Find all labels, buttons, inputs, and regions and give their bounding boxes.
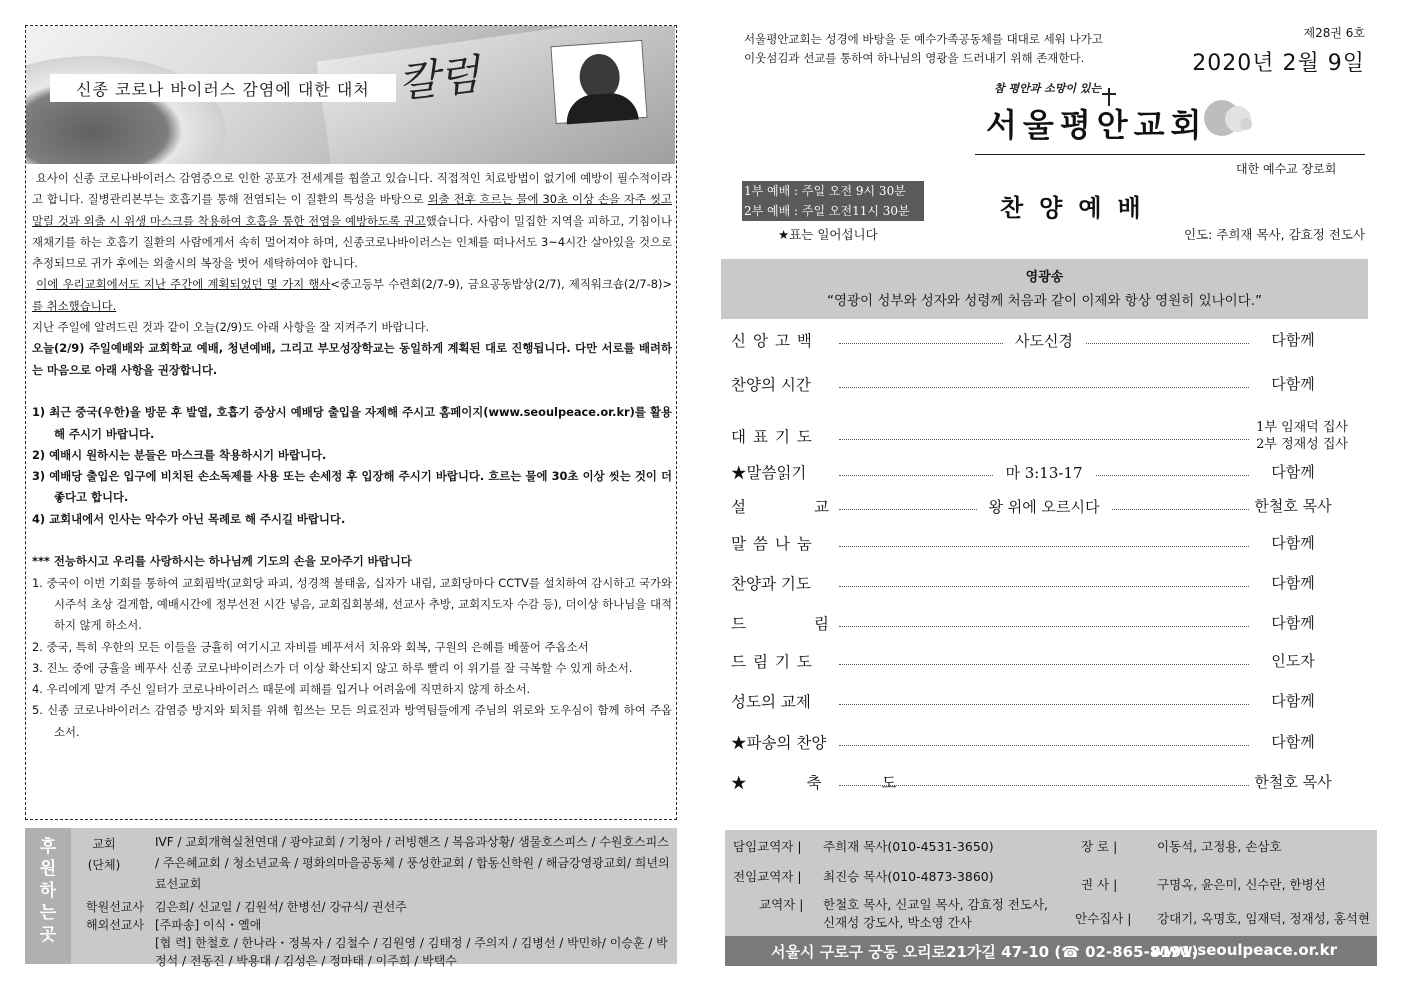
paragraph-4: 오늘(2/9) 주일예배와 교회학교 예배, 청년예배, 그리고 부모성장학교는 동일하게 계획된 대로 진행됩니다. 다만 서로를 배려하는 마음으로 아래 사항을 권장합니다. [32,341,672,377]
list-item: 4. 우리에게 맡겨 주신 일터가 코로나바이러스 때문에 피해를 입거나 어려움에 직면하지 않게 하소서. [32,682,531,697]
column-banner [26,26,675,164]
bulletin-date: 2020년 2월 9일 [1192,51,1365,76]
worship-title: 찬양예배 [1000,193,1157,222]
church-logo-name: 서울평안교회 [986,106,1208,144]
divider [975,154,1365,155]
doxology-box [721,259,1368,319]
denomination: 대한 예수교 장로회 [1236,162,1337,176]
staff-panel: 담임교역자 | 주희재 목사(010-4531-3650) 전임교역자 | 최진승 목사(010-4873-3860) 교역자 | 한철호 목사, 신교일 목사, 감효정 전도사, 신재성 강도사, 박소영 간사 장 로 | 이동석, 고정용, 손삼호 권 사 | 구명옥, 윤은미, 신수란, 한병선 안수집사 | 강대기, 옥명호, 임재덕, 정재성, 홍석현 [725,830,1377,936]
stand-note: ★표는 일어섭니다 [778,227,878,242]
overseas-label: 해외선교사 [86,918,144,932]
associate-pastor: 최진승 목사(010-4873-3860) [823,869,994,884]
paragraph-2: 이에 우리교회에서도 지난 주간에 계획되었던 몇 가지 행사<중고등부 수련회(2/7-9), 금요공동밥상(2/7), 제직워크숍(2/7-8)>를 취소했습니다. [32,277,672,313]
overseas-list: [주파송] 이식・옐애 [155,918,262,932]
paragraph-3: 지난 주일에 알려드린 것과 같이 오늘(2/9)도 아래 사항을 잘 지켜주기 바랍니다. [32,320,430,335]
supporters-vertical-title: 후 원 하 는 곳 [25,828,71,964]
order-row: ★말씀읽기 마 3:13-17 다함께 [731,462,1315,482]
prayer-list [32,573,672,743]
order-row: 드림 다함께 [731,613,1315,633]
order-row: 설교 왕 위에 오르시다 한철호 목사 [731,496,1332,516]
list-item: 5. 신종 코로나바이러스 감염증 방지와 퇴치를 위해 힘쓰는 모든 의료진과 방역팀들에게 주님의 위로와 도우심이 함께 하여 주옵소서. [32,703,672,739]
school-list: 김은희/ 신교일 / 김원석/ 한병선/ 강규식/ 권선주 [155,900,407,914]
coffee-cup-image [26,56,226,164]
logo-circle-icon [1240,118,1252,130]
order-row: ★축도 한철호 목사 [731,772,1332,792]
supporters-panel [25,828,677,968]
order-row: 말씀나눔 다함께 [731,533,1315,553]
ministers: 한철호 목사, 신교일 목사, 감효정 전도사, 신재성 강도사, 박소영 간사 [823,897,1048,930]
paragraph-1: 요사이 신종 코로나바이러스 감염증으로 인한 공포가 전세계를 휩쓸고 있습니다. 직접적인 치료방법이 없기에 예방이 필수적이라고 합니다. 질병관리본부는 호흡기를 통해 전염되는 이 질환의 특성을 바탕으로 외출 전후 흐르는 물에 30초 이상 손을 자주 씻고 말릴 것과 외출 시 위생 마스크를 착용하여 호흡을 통한 전염을 예방하도록 권고했습니다. 사람이 밀집한 지역을 피하고, 기침이나 재채기를 하는 호흡기 질환의 사람에게서 속히 멀어져야 하며, 신종코로나바이러스는 인체를 떠나서도 3~4시간 살아있을 것으로 추정되므로 귀가 후에는 외출시의 복장을 벗어 세탁하여야 합니다. [32,171,673,271]
church-slogan: 참 평안과 소망이 있는 [994,82,1102,95]
order-row: 성도의 교제 다함께 [731,691,1315,711]
column-word: 칼럼 [395,49,482,108]
order-row: 찬양의 시간 다함께 [731,374,1315,394]
rules-list [32,402,672,530]
church-website-link[interactable]: www.seoulpeace.or.kr [1151,941,1337,959]
prayer-heading: *** 전능하시고 우리를 사랑하시는 하나님께 기도의 손을 모아주기 바랍니다 [32,554,412,569]
service-times: 1부 예배 : 주일 오전 9시 30분 2부 예배 : 주일 오전11시 30분 [742,181,924,221]
list-item: 3. 진노 중에 긍휼을 베푸사 신종 코로나바이러스가 더 이상 확산되지 않고 하루 빨리 이 위기를 잘 극복할 수 있게 하소서. [32,660,633,675]
list-item: 1. 중국이 이번 기회를 통하여 교회핍박(교회당 파괴, 성경책 불태움, 십자가 내림, 교회당마다 CCTV를 설치하여 감시하고 국가와 시주석 초상 걸게함, 예배시간에 정부선전 시간 넣음, 교회집회봉쇄, 선교사 추방, 교회지도자 수감 등), 더이상 하나님을 대적하지 않게 하소서. [32,575,672,633]
senior-pastor: 주희재 목사(010-4531-3650) [823,839,994,854]
list-item: 2. 중국, 특히 우한의 모든 이들을 긍휼히 여기시고 자비를 베푸셔서 치유와 회복, 구원의 은혜를 베풀어 주옵소서 [32,639,589,654]
list-item: 3) 예배당 출입은 입구에 비치된 손소독제를 사용 또는 손세정 후 입장해 주시기 바랍니다. 흐르는 물에 30초 이상 씻는 것이 더 좋다고 합니다. [32,469,672,505]
column-panel [25,25,677,820]
ordained-deacons: 강대기, 옥명호, 임재덕, 정재성, 홍석현 [1157,911,1370,926]
issue-number: 제28권 6호 [1303,26,1365,40]
deaconesses: 구명옥, 윤은미, 신수란, 한병선 [1157,877,1326,892]
church-address: 서울시 구로구 궁동 오리로21가길 47-10 (☎ 02-865-8191) [771,943,1199,961]
order-row: 대표기도 1부 임재덕 집사 2부 정재성 집사 [731,420,1348,452]
order-row: 신앙고백 사도신경 다함께 [731,330,1315,350]
column-article [32,168,672,743]
school-label: 학원선교사 [86,900,144,914]
list-item: 2) 예배시 원하시는 분들은 마스크를 착용하시기 바랍니다. [32,447,327,462]
elders: 이동석, 고정용, 손삼호 [1157,839,1282,854]
list-item: 1) 최근 중국(우한)을 방문 후 발열, 호흡기 증상시 예배당 출입을 자제해 주시고 홈페이지(www.seoulpeace.or.kr)를 활용해 주시기 바랍니다. [32,405,672,441]
order-row: 찬양과 기도 다함께 [731,573,1315,593]
doxology-text: “영광이 성부와 성자와 성령께 처음과 같이 이제와 항상 영원히 있나이다.” [826,293,1263,309]
footer-bar [725,936,1377,966]
church-list: IVF / 교회개혁실천연대 / 광야교회 / 기청아 / 러빙핸즈 / 복음과상황/ 샘물호스피스 / 수원호스피스 / 주은혜교회 / 청소년교육 / 평화의마을공동체 / 풍성한교회 / 합동신학원 / 해금강영광교회/ 희년의료선교회 [155,835,670,891]
church-label: 교회 (단체) [87,837,121,872]
worship-leader: 인도: 주희재 목사, 감효정 전도사 [1183,227,1365,242]
column-title: 신종 코로나 바이러스 감염에 대한 대처 [50,74,396,102]
doxology-title: 영광송 [1025,270,1064,285]
cooperating-list: [협 력] 한철호 / 한나라・정복자 / 김철수 / 김원영 / 김태정 / 주의지 / 김병선 / 박민하/ 이승훈 / 박정석 / 전동진 / 박용대 / 김성은 / 정마태 / 이주희 / 박택수 [155,936,668,968]
church-mission: 서울평안교회는 성경에 바탕을 둔 예수가족공동체를 대대로 세워 나가고 이웃섬김과 선교를 통하여 하나님의 영광을 드러내기 위해 존재한다. [744,32,1103,65]
order-row: ★파송의 찬양 다함께 [731,732,1315,752]
pastor-photo [550,40,647,124]
list-item: 4) 교회내에서 인사는 악수가 아닌 목례로 해 주시길 바랍니다. [32,511,346,526]
order-row: 드림기도 인도자 [731,651,1315,671]
